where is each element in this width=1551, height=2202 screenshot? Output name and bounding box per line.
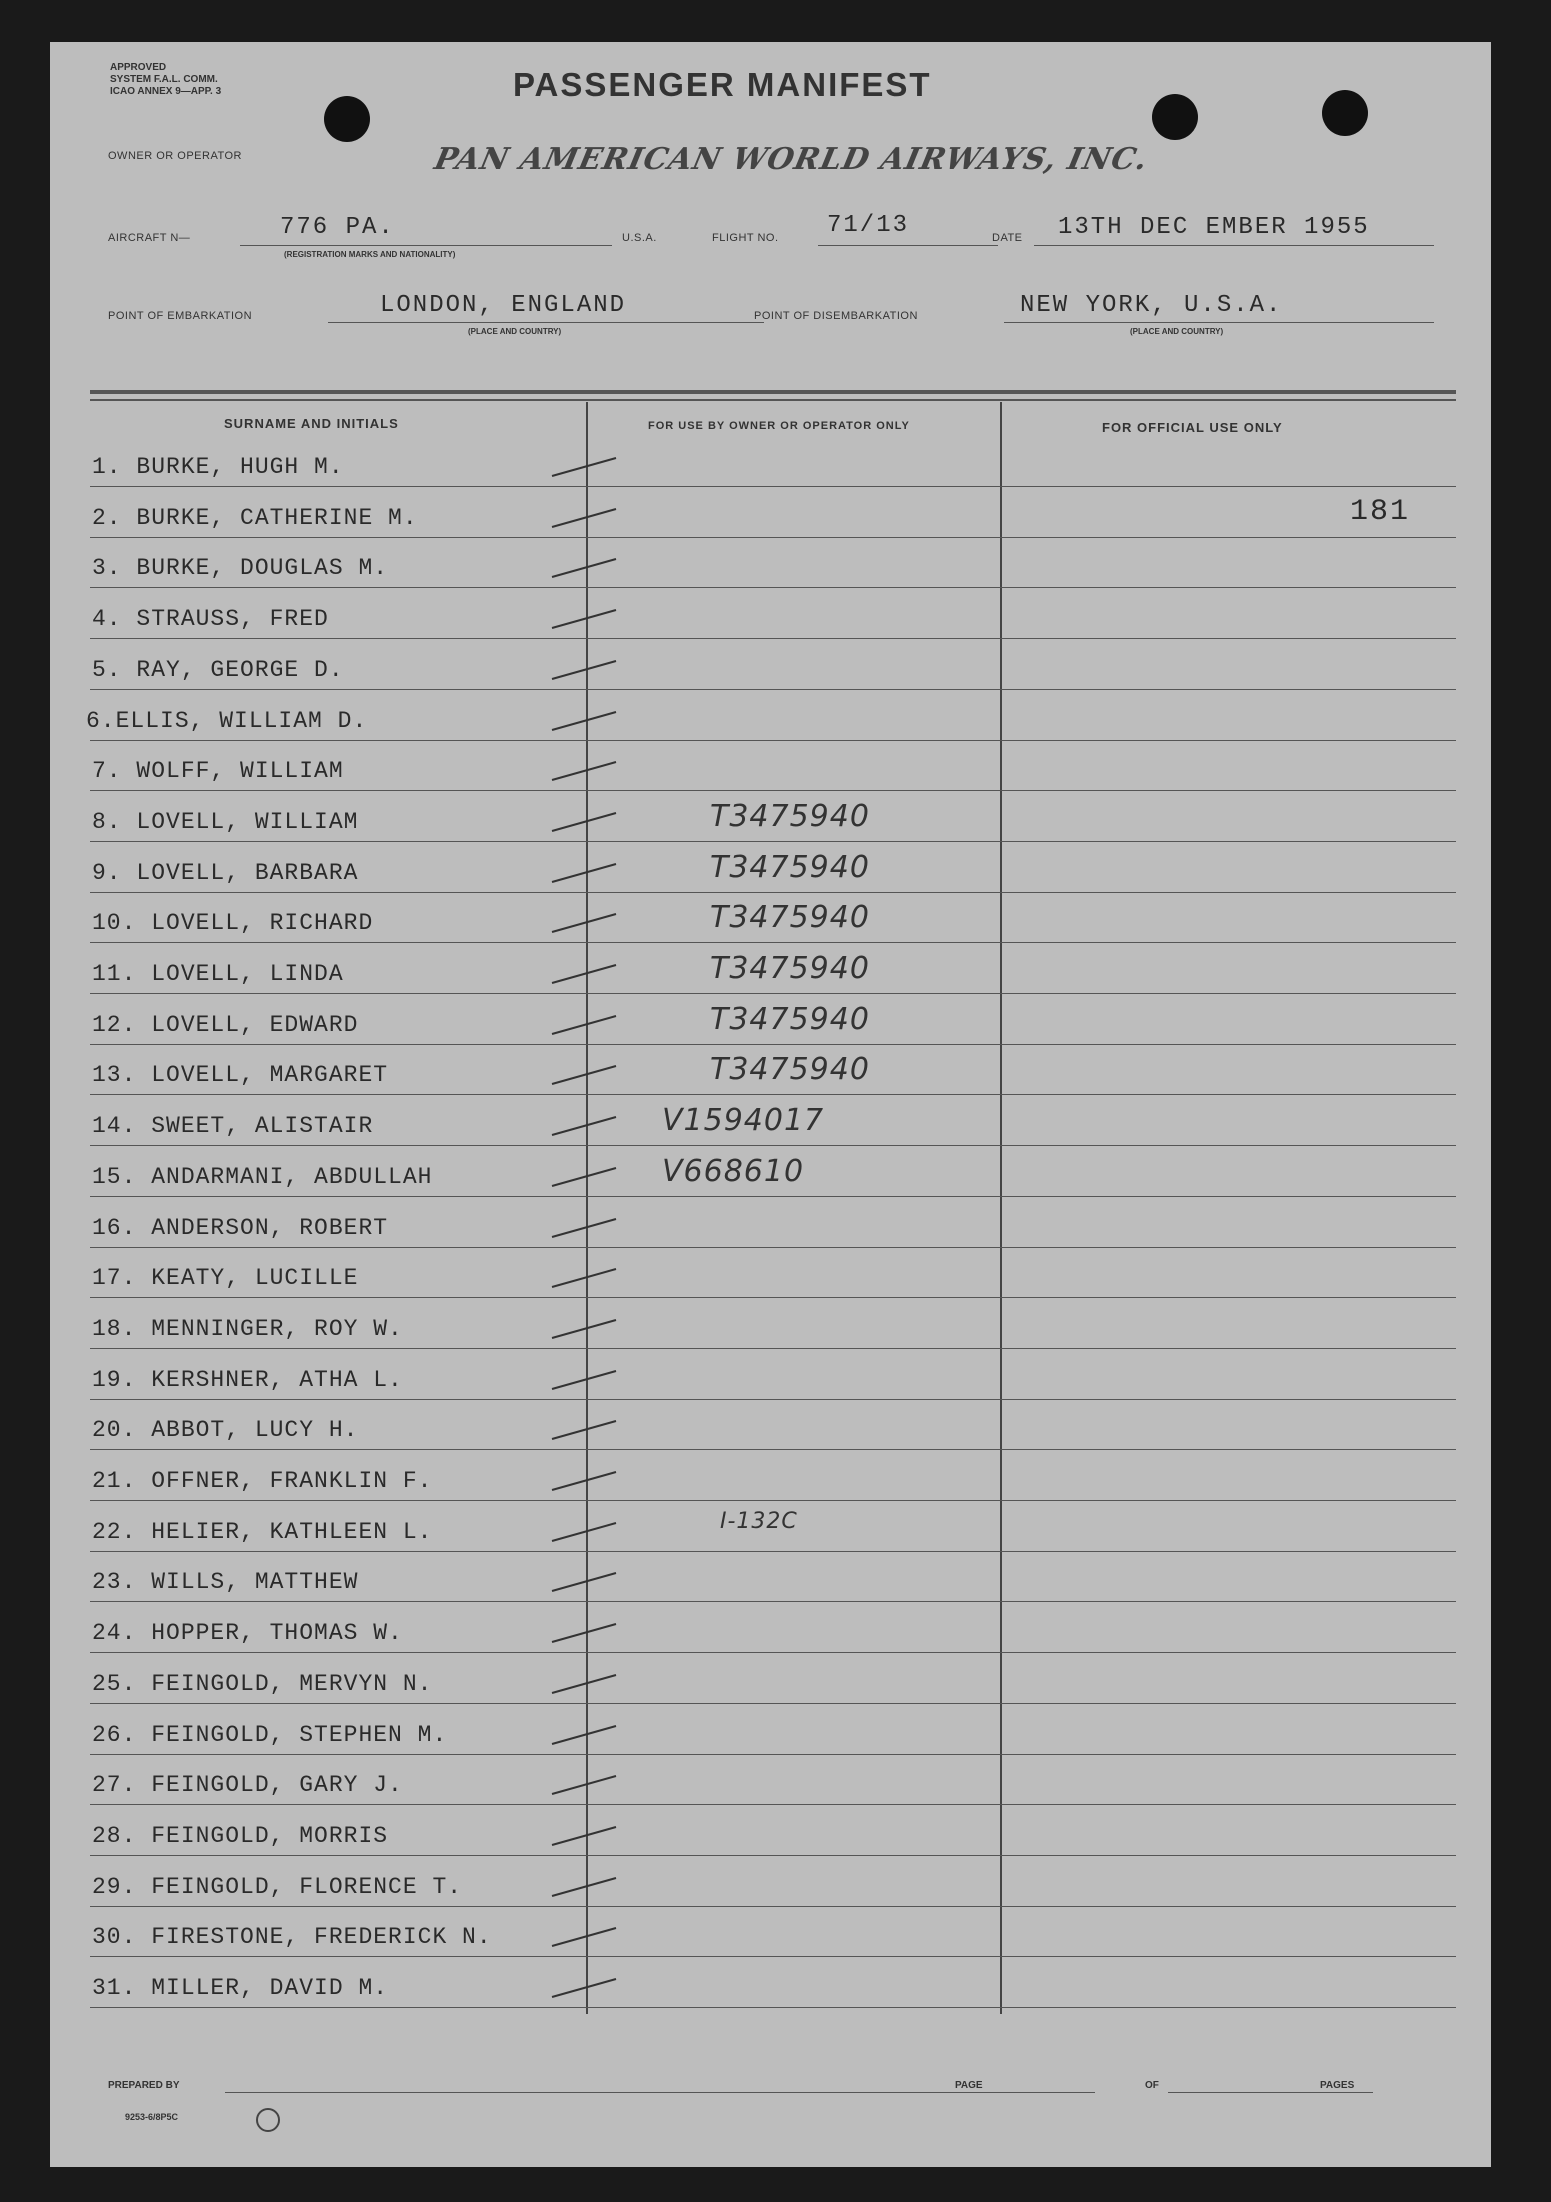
row-rule [90,537,1456,538]
column-header-owner: FOR USE BY OWNER OR OPERATOR ONLY [648,420,910,432]
aircraft-underline [240,245,612,246]
pages-label: PAGES [1320,2080,1355,2091]
row-rule [90,689,1456,690]
check-mark-icon [550,505,620,535]
union-bug-icon [256,2108,280,2132]
passenger-name: 20. ABBOT, LUCY H. [92,1417,359,1443]
column-header-surname: SURNAME AND INITIALS [224,416,399,431]
row-rule [90,1094,1456,1095]
row-rule [90,790,1456,791]
passenger-name: 21. OFFNER, FRANKLIN F. [92,1468,433,1494]
disembarkation-underline [1004,322,1434,323]
check-mark-icon [550,910,620,940]
passenger-name: 13. LOVELL, MARGARET [92,1062,389,1088]
row-rule [90,1804,1456,1805]
check-mark-icon [550,1671,620,1701]
table-top-rule-2 [90,399,1456,401]
owner-note: T3475940 [710,1052,870,1087]
check-mark-icon [550,555,620,585]
prepared-by-label: PREPARED BY [108,2080,180,2091]
check-mark-icon [550,454,620,484]
aircraft-value: 776 PA. [280,214,395,241]
check-mark-icon [550,1113,620,1143]
row-rule [90,1551,1456,1552]
check-mark-icon [550,1417,620,1447]
punch-hole-right [1322,90,1368,136]
check-mark-icon [550,1265,620,1295]
column-divider-2 [1000,402,1002,2014]
usa-label: U.S.A. [622,232,657,244]
flight-label: FLIGHT NO. [712,232,779,244]
embarkation-sublabel: (PLACE AND COUNTRY) [468,327,562,336]
row-rule [90,841,1456,842]
disembarkation-value: NEW YORK, U.S.A. [1020,292,1283,319]
passenger-name: 10. LOVELL, RICHARD [92,910,374,936]
row-rule [90,1044,1456,1045]
passenger-name: 4. STRAUSS, FRED [92,606,329,632]
passenger-name: 23. WILLS, MATTHEW [92,1569,359,1595]
passenger-name: 18. MENNINGER, ROY W. [92,1316,403,1342]
check-mark-icon [550,860,620,890]
prepared-by-line [225,2092,1005,2093]
check-mark-icon [550,708,620,738]
date-underline [1034,245,1434,246]
passenger-name: 27. FEINGOLD, GARY J. [92,1772,403,1798]
row-rule [90,1703,1456,1704]
passenger-name: 19. KERSHNER, ATHA L. [92,1367,403,1393]
row-rule [90,1399,1456,1400]
check-mark-icon [550,809,620,839]
passenger-name: 15. ANDARMANI, ABDULLAH [92,1164,433,1190]
check-mark-icon [550,1468,620,1498]
row-rule [90,1754,1456,1755]
check-mark-icon [550,1164,620,1194]
row-rule [90,1348,1456,1349]
embarkation-underline [328,322,764,323]
owner-note: V1594017 [662,1103,825,1138]
company-name: PAN AMERICAN WORLD AIRWAYS, INC. [431,142,1152,177]
of-line [1168,2092,1373,2093]
row-rule [90,1297,1456,1298]
owner-label: OWNER OR OPERATOR [108,150,242,162]
check-mark-icon [550,1569,620,1599]
embarkation-value: LONDON, ENGLAND [380,292,627,319]
table-top-rule [90,390,1456,394]
check-mark-icon [550,1012,620,1042]
check-mark-icon [550,1062,620,1092]
row-rule [90,1449,1456,1450]
row-rule [90,1500,1456,1501]
page-label: PAGE [955,2080,983,2091]
passenger-name: 24. HOPPER, THOMAS W. [92,1620,403,1646]
passenger-name: 6.ELLIS, WILLIAM D. [86,708,368,734]
flight-value: 71/13 [827,212,910,239]
embarkation-label: POINT OF EMBARKATION [108,310,253,322]
row-rule [90,993,1456,994]
owner-note: T3475940 [710,850,870,885]
row-rule [90,2007,1456,2008]
owner-note: T3475940 [710,900,870,935]
row-rule [90,1601,1456,1602]
check-mark-icon [550,1823,620,1853]
check-mark-icon [550,1519,620,1549]
owner-note: V668610 [662,1154,805,1189]
check-mark-icon [550,1722,620,1752]
approval-line-1: APPROVED [110,62,167,73]
check-mark-icon [550,1975,620,2005]
passenger-name: 29. FEINGOLD, FLORENCE T. [92,1874,463,1900]
passenger-name: 28. FEINGOLD, MORRIS [92,1823,389,1849]
row-rule [90,942,1456,943]
manifest-sheet [50,42,1491,2167]
check-mark-icon [550,606,620,636]
passenger-name: 2. BURKE, CATHERINE M. [92,505,418,531]
aircraft-sublabel: (REGISTRATION MARKS AND NATIONALITY) [284,250,456,259]
page-line [1005,2092,1095,2093]
passenger-name: 14. SWEET, ALISTAIR [92,1113,374,1139]
row-rule [90,1956,1456,1957]
check-mark-icon [550,1620,620,1650]
owner-note: I-132C [720,1509,798,1534]
passenger-name: 31. MILLER, DAVID M. [92,1975,389,2001]
check-mark-icon [550,1874,620,1904]
passenger-name: 26. FEINGOLD, STEPHEN M. [92,1722,448,1748]
check-mark-icon [550,1924,620,1954]
row-rule [90,1145,1456,1146]
passenger-name: 1. BURKE, HUGH M. [92,454,344,480]
check-mark-icon [550,657,620,687]
row-rule [90,1652,1456,1653]
check-mark-icon [550,758,620,788]
passenger-name: 9. LOVELL, BARBARA [92,860,359,886]
passenger-name: 25. FEINGOLD, MERVYN N. [92,1671,433,1697]
passenger-name: 16. ANDERSON, ROBERT [92,1215,389,1241]
passenger-name: 5. RAY, GEORGE D. [92,657,344,683]
check-mark-icon [550,961,620,991]
approval-line-3: ICAO ANNEX 9—APP. 3 [110,86,222,97]
passenger-name: 11. LOVELL, LINDA [92,961,344,987]
row-rule [90,892,1456,893]
owner-note: T3475940 [710,799,870,834]
passenger-name: 3. BURKE, DOUGLAS M. [92,555,389,581]
punch-hole-left-2 [1152,94,1198,140]
row-rule [90,1247,1456,1248]
column-header-official: FOR OFFICIAL USE ONLY [1102,420,1283,435]
aircraft-label: AIRCRAFT N— [108,232,191,244]
check-mark-icon [550,1367,620,1397]
document-title: PASSENGER MANIFEST [513,66,932,103]
passenger-name: 7. WOLFF, WILLIAM [92,758,344,784]
check-mark-icon [550,1215,620,1245]
official-note: 181 [1350,495,1411,529]
flight-underline [818,245,998,246]
form-number: 9253-6/8P5C [125,2112,179,2122]
row-rule [90,1906,1456,1907]
row-rule [90,486,1456,487]
approval-line-2: SYSTEM F.A.L. COMM. [110,74,218,85]
passenger-name: 12. LOVELL, EDWARD [92,1012,359,1038]
row-rule [90,740,1456,741]
passenger-name: 30. FIRESTONE, FREDERICK N. [92,1924,492,1950]
row-rule [90,587,1456,588]
date-value: 13TH DEC EMBER 1955 [1058,214,1370,241]
of-label: OF [1145,2080,1159,2091]
passenger-name: 17. KEATY, LUCILLE [92,1265,359,1291]
check-mark-icon [550,1316,620,1346]
disembarkation-label: POINT OF DISEMBARKATION [754,310,918,322]
row-rule [90,638,1456,639]
row-rule [90,1855,1456,1856]
owner-note: T3475940 [710,1002,870,1037]
date-label: DATE [992,232,1023,244]
disembarkation-sublabel: (PLACE AND COUNTRY) [1130,327,1224,336]
owner-note: T3475940 [710,951,870,986]
passenger-name: 22. HELIER, KATHLEEN L. [92,1519,433,1545]
passenger-name: 8. LOVELL, WILLIAM [92,809,359,835]
check-mark-icon [550,1772,620,1802]
punch-hole-left-1 [324,96,370,142]
row-rule [90,1196,1456,1197]
